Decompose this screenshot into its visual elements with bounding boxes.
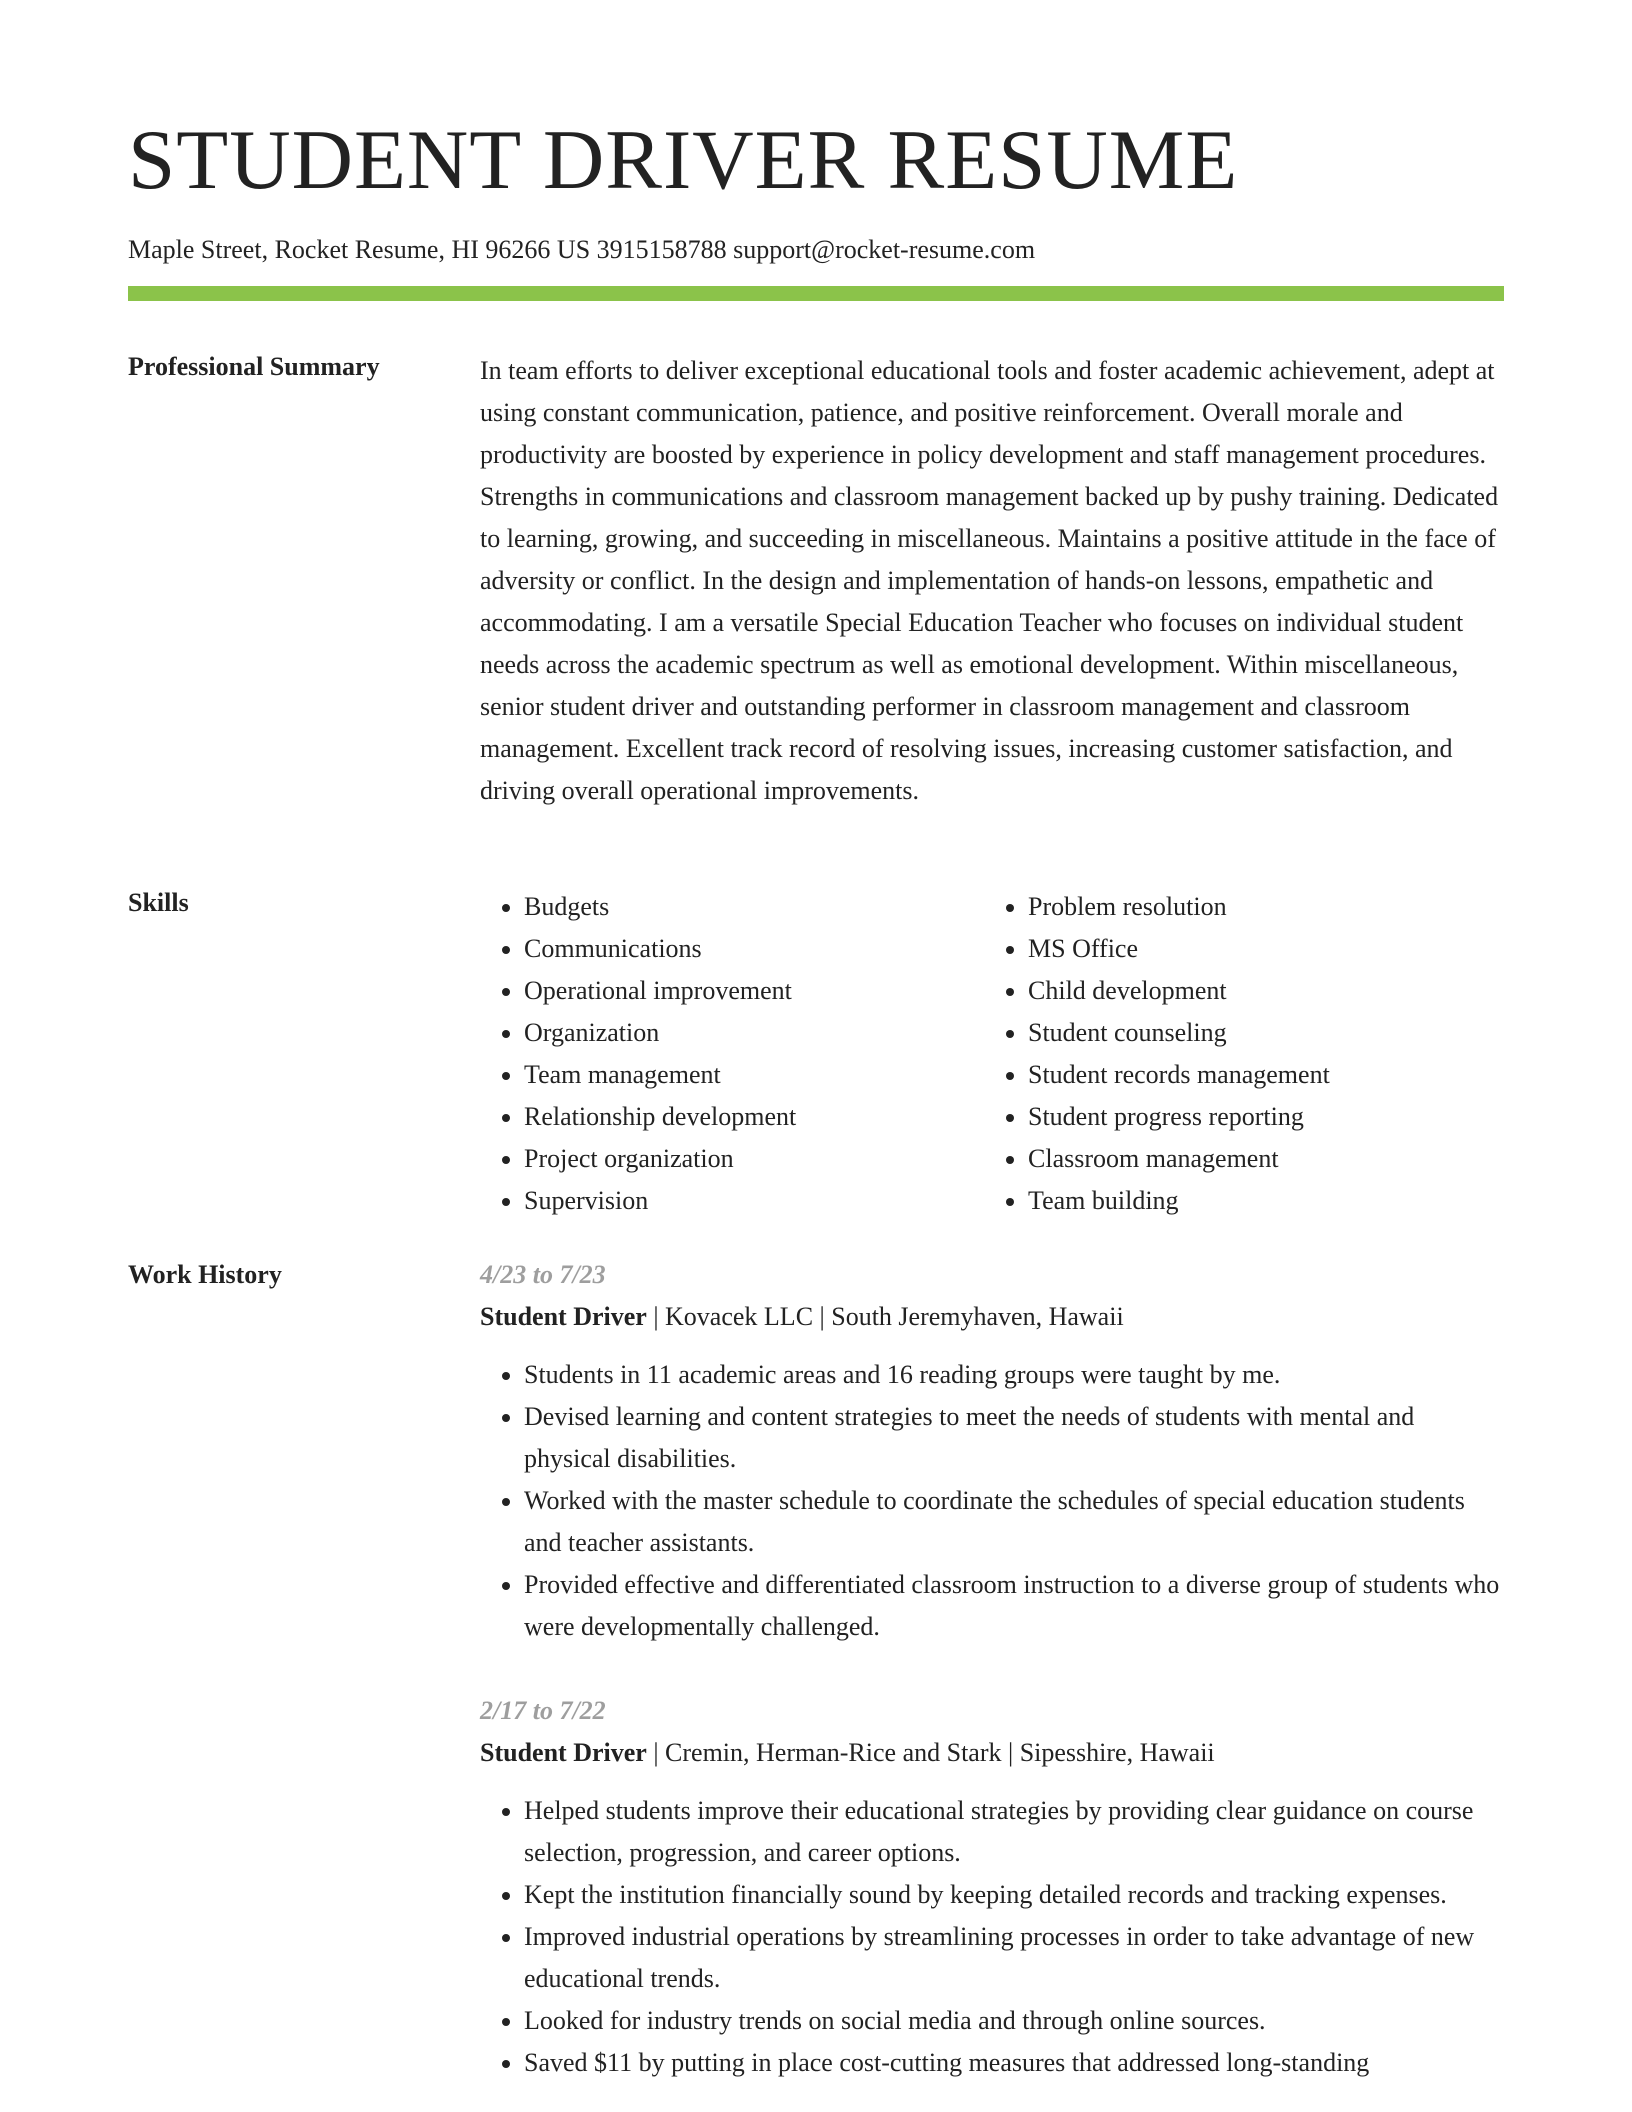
accent-divider <box>128 286 1504 301</box>
job-bullet: • Provided effective and differentiated classroom instruction to a diverse group of students who were developmentally challenged. <box>524 1564 1504 1648</box>
job-bullet: • Saved $11 by putting in place cost-cutting measures that addressed long-standing <box>524 2042 1504 2084</box>
skill-item: • Team building <box>1028 1180 1488 1222</box>
resume-title: STUDENT DRIVER RESUME <box>128 113 1239 207</box>
job-bullet: • Helped students improve their educational strategies by providing clear guidance on course selection, progression, and career options. <box>524 1790 1504 1874</box>
skills-heading: Skills <box>128 888 189 917</box>
skill-item: • Relationship development <box>524 1096 984 1138</box>
skill-item: • Team management <box>524 1054 984 1096</box>
skill-item: • Budgets <box>524 886 984 928</box>
job-bullet: • Students in 11 academic areas and 16 reading groups were taught by me. <box>524 1354 1504 1396</box>
job-dates: 2/17 to 7/22 <box>480 1696 606 1725</box>
work-history <box>480 1254 1504 2084</box>
summary-heading: Professional Summary <box>128 352 380 381</box>
job-heading <box>480 1296 1504 1338</box>
job-bullet: • Looked for industry trends on social media and through online sources. <box>524 2000 1504 2042</box>
job-heading <box>480 1732 1504 1774</box>
skill-item: • Project organization <box>524 1138 984 1180</box>
job-entry <box>480 1690 1504 2084</box>
job-bullets <box>480 1790 1504 2084</box>
skills-list-right <box>984 886 1488 1222</box>
summary-text: In team efforts to deliver exceptional educational tools and foster academic achievement, adept at using constant communication, patience, and positive reinforcement. Overall morale and productivity are boosted by experience in policy development and staff management procedures. Strengths in communications and classroom management backed up by pushy training. Dedicated to learning, growing, and succeeding in miscellaneous. Maintains a positive attitude in the face of adversity or conflict. In the design and implementation of hands-on lessons, empathetic and accommodating. I am a versatile Special Education Teacher who focuses on individual student needs across the academic spectrum as well as emotional development. Within miscellaneous, senior student driver and outstanding performer in classroom management and classroom management. Excellent track record of resolving issues, increasing customer satisfaction, and driving overall operational improvements. <box>480 356 1499 805</box>
job-entry <box>480 1254 1504 1648</box>
skill-item: • Problem resolution <box>1028 886 1488 928</box>
skill-item: • Operational improvement <box>524 970 984 1012</box>
job-title: Student Driver <box>480 1738 647 1767</box>
skills-list-left <box>480 886 984 1222</box>
skill-item: • Organization <box>524 1012 984 1054</box>
skill-item: • Student records management <box>1028 1054 1488 1096</box>
job-title: Student Driver <box>480 1302 647 1331</box>
job-bullet: • Kept the institution financially sound by keeping detailed records and tracking expenses. <box>524 1874 1504 1916</box>
skill-item: • Communications <box>524 928 984 970</box>
job-details: | Cremin, Herman-Rice and Stark | Sipesshire, Hawaii <box>646 1738 1215 1767</box>
skill-item: • Student counseling <box>1028 1012 1488 1054</box>
work-history-heading: Work History <box>128 1260 282 1289</box>
job-bullet: • Devised learning and content strategies to meet the needs of students with mental and physical disabilities. <box>524 1396 1504 1480</box>
job-bullet: • Worked with the master schedule to coordinate the schedules of special education students and teacher assistants. <box>524 1480 1504 1564</box>
job-dates: 4/23 to 7/23 <box>480 1260 606 1289</box>
skill-item: • Child development <box>1028 970 1488 1012</box>
contact-line: Maple Street, Rocket Resume, HI 96266 US 3915158788 support@rocket-resume.com <box>128 235 1036 264</box>
skill-item: • Classroom management <box>1028 1138 1488 1180</box>
job-details: | Kovacek LLC | South Jeremyhaven, Hawaii <box>646 1302 1124 1331</box>
job-bullet: • Improved industrial operations by streamlining processes in order to take advantage of new educational trends. <box>524 1916 1504 2000</box>
skill-item: • Supervision <box>524 1180 984 1222</box>
skill-item: • MS Office <box>1028 928 1488 970</box>
skill-item: • Student progress reporting <box>1028 1096 1488 1138</box>
job-bullets <box>480 1354 1504 1648</box>
